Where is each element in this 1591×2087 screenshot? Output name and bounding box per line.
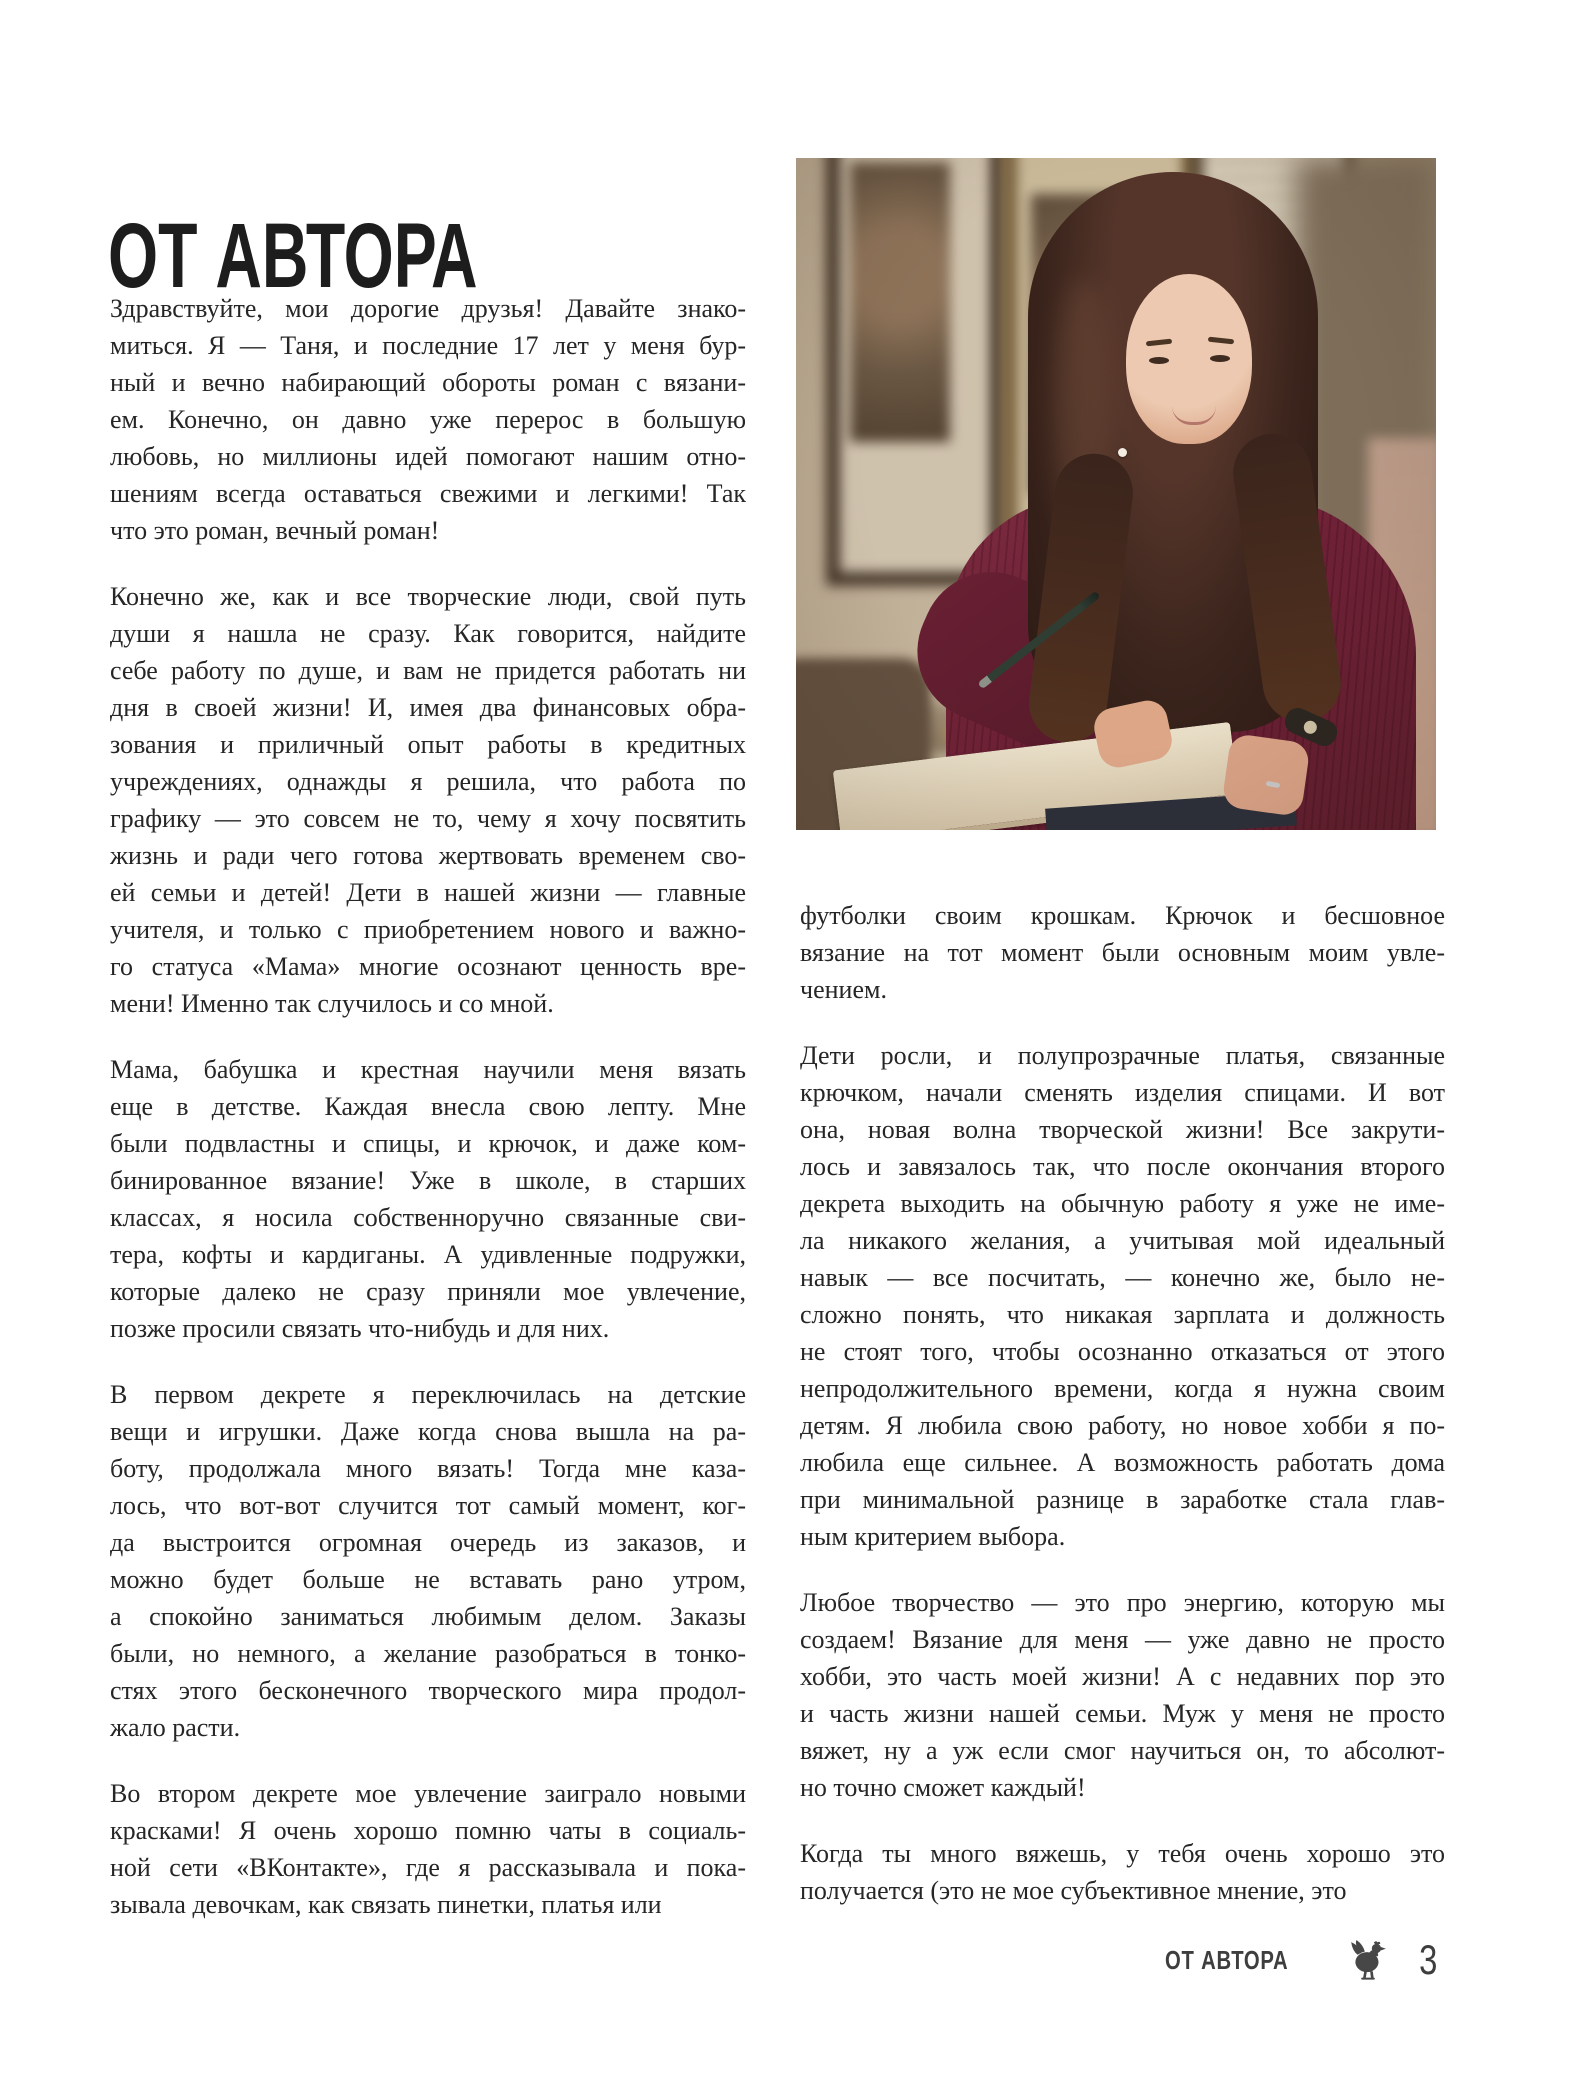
text-line: непродолжительного времени, когда я нужна своим — [800, 1374, 1445, 1403]
text-line: учителя, и только с приобретением нового и важно- — [110, 915, 746, 944]
text-line: создаем! Вязание для меня — уже давно не просто — [800, 1625, 1445, 1654]
paragraph — [800, 897, 1445, 1008]
photo-vignette — [796, 158, 1436, 830]
text-line: души я нашла не сразу. Как говорится, найдите — [110, 619, 746, 648]
text-line: крючком, начали сменять изделия спицами. И вот — [800, 1078, 1445, 1107]
text-line: зывала девочкам, как связать пинетки, платья или — [110, 1890, 662, 1919]
text-line: но точно сможет каждый! — [800, 1773, 1086, 1802]
text-line: вещи и игрушки. Даже когда снова вышла на ра- — [110, 1417, 746, 1446]
text-line: графику — это совсем не то, чему я хочу посвятить — [110, 804, 746, 833]
paragraph — [110, 1051, 746, 1347]
paragraph — [800, 1835, 1445, 1909]
text-line: Когда ты много вяжешь, у тебя очень хорошо это — [800, 1839, 1445, 1868]
paragraph — [110, 578, 746, 1022]
text-line: зования и приличный опыт работы в кредитных — [110, 730, 746, 759]
author-photo — [796, 158, 1436, 830]
text-line: Мама, бабушка и крестная научили меня вязать — [110, 1055, 746, 1084]
text-line: лось и завязалось так, что после окончания второго — [800, 1152, 1445, 1181]
text-line: боту, продолжала много вязать! Тогда мне каза- — [110, 1454, 746, 1483]
text-line: себе работу по душе, и вам не придется работать ни — [110, 656, 746, 685]
text-line: еще в детстве. Каждая внесла свою лепту. Мне — [110, 1092, 746, 1121]
text-line: да выстроится огромная очередь из заказов, и — [110, 1528, 746, 1557]
text-line: Конечно же, как и все творческие люди, свой путь — [110, 582, 746, 611]
text-line: футболки своим крошкам. Крючок и бесшовное — [800, 901, 1445, 930]
paragraph — [110, 1775, 746, 1923]
text-line: при минимальной разнице в заработке стала глав- — [800, 1485, 1445, 1514]
text-line: можно будет больше не вставать рано утром, — [110, 1565, 746, 1594]
text-line: а спокойно заниматься любимым делом. Заказы — [110, 1602, 746, 1631]
text-line: сложно понять, что никакая зарплата и должность — [800, 1300, 1445, 1329]
text-line: хобби, это часть моей жизни! А с недавних пор это — [800, 1662, 1445, 1691]
page-footer — [1165, 1936, 1437, 1984]
text-line: Здравствуйте, мои дорогие друзья! Давайте знако- — [110, 294, 746, 323]
paragraph — [110, 290, 746, 549]
text-line: шениям всегда оставаться свежими и легкими! Так — [110, 479, 746, 508]
paragraph — [800, 1037, 1445, 1555]
text-line: которые далеко не сразу приняли мое увлечение, — [110, 1277, 746, 1306]
text-line: и часть жизни нашей семьи. Муж у меня не просто — [800, 1699, 1445, 1728]
text-line: были, но немного, а желание разобраться в тонко- — [110, 1639, 746, 1668]
text-line: лось, что вот-вот случится тот самый момент, ког- — [110, 1491, 746, 1520]
text-line: чением. — [800, 975, 887, 1004]
text-line: ный и вечно набирающий обороты роман с вязани- — [110, 368, 746, 397]
paragraph — [110, 1376, 746, 1746]
text-line: ным критерием выбора. — [800, 1522, 1066, 1551]
text-line: вязание на тот момент были основным моим увле- — [800, 938, 1445, 967]
text-line: были подвластны и спицы, и крючок, и даже ком- — [110, 1129, 746, 1158]
text-line: ной сети «ВКонтакте», где я рассказывала и пока- — [110, 1853, 746, 1882]
text-line: не стоят того, чтобы осознанно отказаться от этого — [800, 1337, 1445, 1366]
page-title: ОТ АВТОРА — [108, 204, 478, 307]
text-line: любила еще сильнее. А возможность работать дома — [800, 1448, 1445, 1477]
text-line: ла никакого желания, а учитывая мой идеальный — [800, 1226, 1445, 1255]
text-line: бинированное вязание! Уже в школе, в старших — [110, 1166, 746, 1195]
rooster-icon — [1350, 1939, 1386, 1981]
text-line: дня в своей жизни! И, имея два финансовых обра- — [110, 693, 746, 722]
text-line: жизнь и ради чего готова жертвовать временем сво- — [110, 841, 746, 870]
text-line: вяжет, ну а уж если смог научиться он, то абсолют- — [800, 1736, 1445, 1765]
text-line: детям. Я любила свою работу, но новое хобби я по- — [800, 1411, 1445, 1440]
text-line: ем. Конечно, он давно уже перерос в большую — [110, 405, 746, 434]
text-line: любовь, но миллионы идей помогают нашим отно- — [110, 442, 746, 471]
text-line: Любое творчество — это про энергию, которую мы — [800, 1588, 1445, 1617]
footer-section-label: ОТ АВТОРА — [1165, 1944, 1289, 1975]
text-line: В первом декрете я переключилась на детские — [110, 1380, 746, 1409]
right-text-column — [800, 897, 1445, 1909]
text-line: тера, кофты и кардиганы. А удивленные подружки, — [110, 1240, 746, 1269]
left-text-column — [110, 290, 746, 1923]
text-line: жало расти. — [110, 1713, 241, 1742]
text-line: что это роман, вечный роман! — [110, 516, 440, 545]
text-line: Во втором декрете мое увлечение заиграло новыми — [110, 1779, 746, 1808]
text-line: классах, я носила собственноручно связанные сви- — [110, 1203, 746, 1232]
text-line: ей семьи и детей! Дети в нашей жизни — главные — [110, 878, 746, 907]
text-line: стях этого бесконечного творческого мира продол- — [110, 1676, 746, 1705]
page-number: 3 — [1418, 1936, 1437, 1983]
text-line: учреждениях, однажды я решила, что работа по — [110, 767, 746, 796]
text-line: декрета выходить на обычную работу я уже не име- — [800, 1189, 1445, 1218]
text-line: го статуса «Мама» многие осознают ценность вре- — [110, 952, 746, 981]
text-line: она, новая волна творческой жизни! Все закрути- — [800, 1115, 1445, 1144]
text-line: навык — все посчитать, — конечно же, было не- — [800, 1263, 1445, 1292]
text-line: позже просили связать что-нибудь и для них. — [110, 1314, 610, 1343]
text-line: Дети росли, и полупрозрачные платья, связанные — [800, 1041, 1445, 1070]
text-line: мени! Именно так случилось и со мной. — [110, 989, 554, 1018]
text-line: получается (это не мое субъективное мнение, это — [800, 1876, 1347, 1905]
text-line: красками! Я очень хорошо помню чаты в социаль- — [110, 1816, 746, 1845]
paragraph — [800, 1584, 1445, 1806]
text-line: миться. Я — Таня, и последние 17 лет у меня бур- — [110, 331, 746, 360]
